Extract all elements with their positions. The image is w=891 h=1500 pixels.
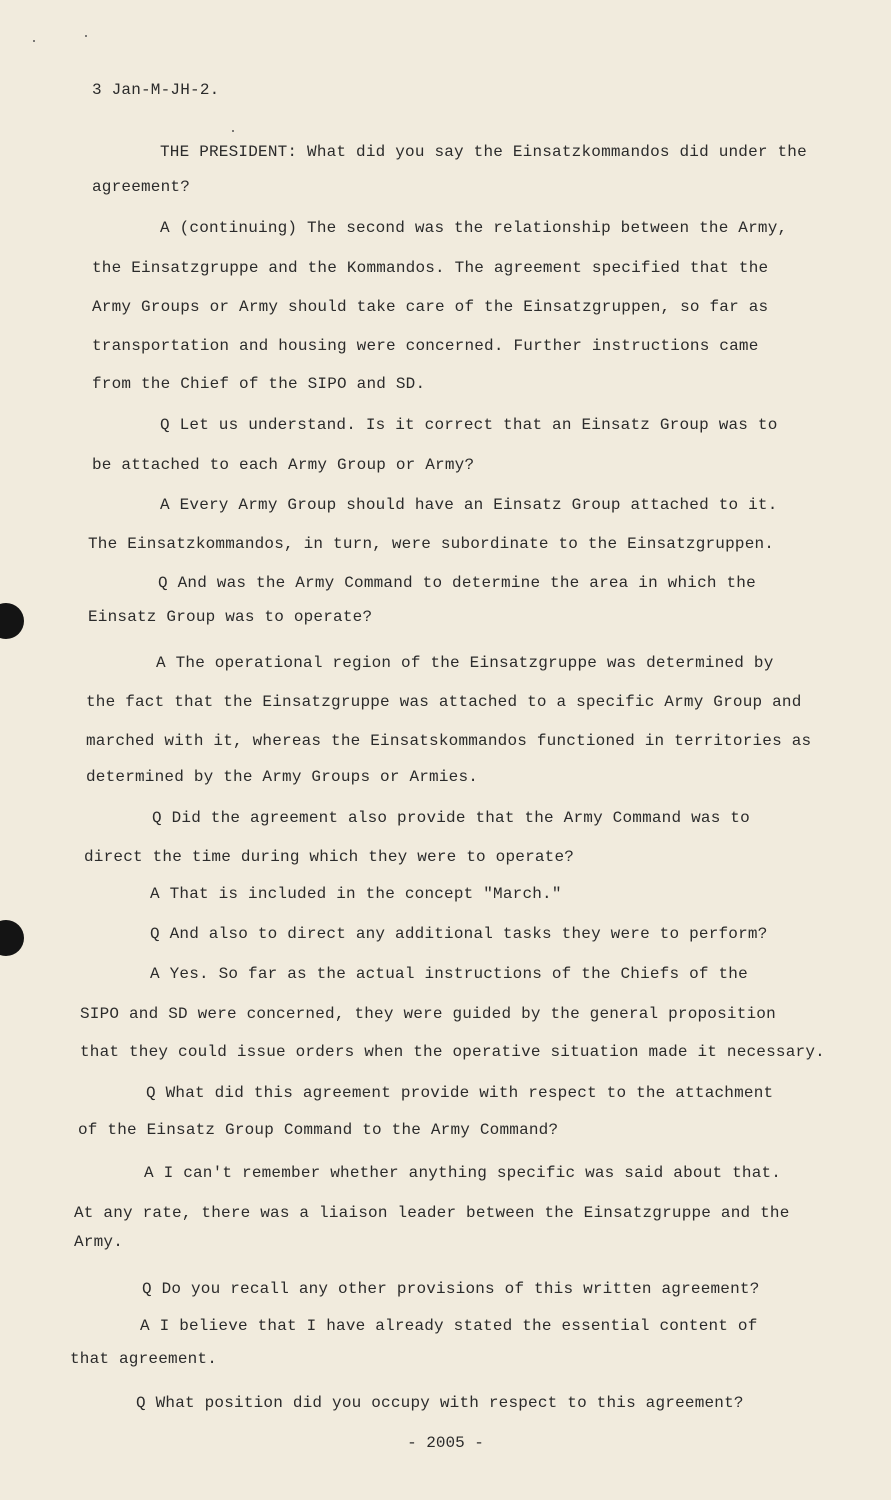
- transcript-line: THE PRESIDENT: What did you say the Einsatzkommandos did under the: [160, 143, 807, 161]
- transcript-line: that they could issue orders when the operative situation made it necessary.: [80, 1043, 825, 1061]
- transcript-line: A The operational region of the Einsatzgruppe was determined by: [156, 654, 774, 672]
- transcript-line: SIPO and SD were concerned, they were guided by the general proposition: [80, 1005, 776, 1023]
- transcript-line: marched with it, whereas the Einsatskommandos functioned in territories as: [86, 732, 812, 750]
- transcript-line: Q And also to direct any additional tasks they were to perform?: [150, 925, 768, 943]
- transcript-line: Army.: [74, 1233, 124, 1251]
- transcript-line: Q Do you recall any other provisions of this written agreement?: [142, 1280, 760, 1298]
- paper-speck: [85, 35, 87, 37]
- transcript-line: A I believe that I have already stated the essential content of: [140, 1317, 758, 1335]
- transcript-line: Einsatz Group was to operate?: [88, 608, 373, 626]
- transcript-line: Q What position did you occupy with respect to this agreement?: [136, 1394, 744, 1412]
- punch-hole-top: [0, 603, 24, 639]
- transcript-line: At any rate, there was a liaison leader between the Einsatzgruppe and the: [74, 1204, 790, 1222]
- transcript-line: agreement?: [92, 178, 191, 196]
- transcript-line: Q And was the Army Command to determine the area in which the: [158, 574, 756, 592]
- page-number: - 2005 -: [407, 1434, 484, 1452]
- transcript-line: Q Let us understand. Is it correct that an Einsatz Group was to: [160, 416, 778, 434]
- transcript-line: that agreement.: [70, 1350, 218, 1368]
- transcript-line: A Yes. So far as the actual instructions of the Chiefs of the: [150, 965, 748, 983]
- paper-speck: [33, 40, 35, 42]
- transcript-line: Q Did the agreement also provide that the Army Command was to: [152, 809, 750, 827]
- transcript-line: the Einsatzgruppe and the Kommandos. The agreement specified that the: [92, 259, 769, 277]
- transcript-line: A (continuing) The second was the relationship between the Army,: [160, 219, 788, 237]
- transcript-line: of the Einsatz Group Command to the Army Command?: [78, 1121, 559, 1139]
- transcript-line: transportation and housing were concerned. Further instructions came: [92, 337, 759, 355]
- transcript-line: A That is included in the concept "March.": [150, 885, 562, 903]
- transcript-line: A Every Army Group should have an Einsatz Group attached to it.: [160, 496, 778, 514]
- transcript-line: from the Chief of the SIPO and SD.: [92, 375, 426, 393]
- transcript-line: Army Groups or Army should take care of the Einsatzgruppen, so far as: [92, 298, 769, 316]
- transcript-line: direct the time during which they were to operate?: [84, 848, 575, 866]
- transcript-line: Q What did this agreement provide with respect to the attachment: [146, 1084, 774, 1102]
- transcript-line: determined by the Army Groups or Armies.: [86, 768, 479, 786]
- paper-speck: [232, 130, 234, 132]
- header-reference: 3 Jan-M-JH-2.: [92, 81, 220, 99]
- transcript-line: The Einsatzkommandos, in turn, were subordinate to the Einsatzgruppen.: [88, 535, 775, 553]
- transcript-line: be attached to each Army Group or Army?: [92, 456, 475, 474]
- transcript-line: the fact that the Einsatzgruppe was attached to a specific Army Group and: [86, 693, 802, 711]
- punch-hole-bottom: [0, 920, 24, 956]
- transcript-line: A I can't remember whether anything specific was said about that.: [144, 1164, 782, 1182]
